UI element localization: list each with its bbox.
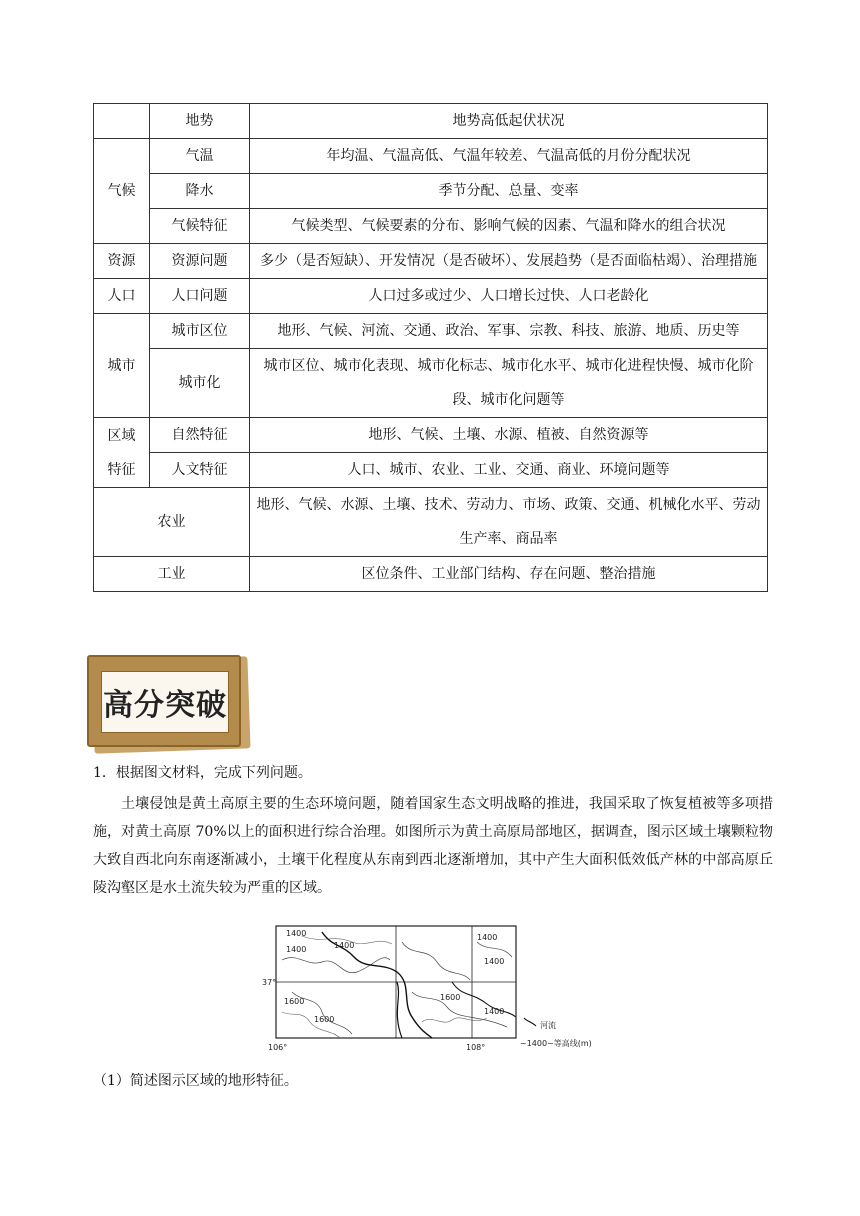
latitude-label: 37° [262, 978, 277, 987]
river-legend-icon [524, 1018, 536, 1026]
table-cell: 地形、气候、水源、土壤、技术、劳动力、市场、政策、交通、机械化水平、劳动生产率、商品率 [250, 488, 768, 557]
table-row [94, 104, 768, 139]
table-cell: 人文特征 [150, 453, 250, 488]
legend-contour: ~1400~等高线(m) [520, 1039, 592, 1048]
contour-label: 1400 [484, 957, 505, 966]
contour-label: 1600 [284, 997, 305, 1006]
table-row [94, 139, 768, 174]
longitude-label: 106° [268, 1043, 288, 1052]
table-cell: 人口过多或过少、人口增长过快、人口老龄化 [250, 279, 768, 314]
section-title: 高分突破 [103, 688, 227, 723]
table-cell: 气候特征 [150, 209, 250, 244]
group-label-line: 特征 [107, 461, 136, 478]
contour-label: 1400 [286, 945, 307, 954]
table-cell: 人口、城市、农业、工业、交通、商业、环境问题等 [250, 453, 768, 488]
question-number: 1．根据图文材料，完成下列问题。 [93, 765, 312, 781]
contour-label: 1400 [477, 933, 498, 942]
table-cell: 城市区位、城市化表现、城市化标志、城市化水平、城市化进程快慢、城市化阶段、城市化问题等 [250, 349, 768, 418]
table-row [94, 279, 768, 314]
contour-label: 1400 [286, 929, 307, 938]
table-cell: 工业 [94, 557, 250, 592]
table-cell: 降水 [150, 174, 250, 209]
group-label-line: 区域 [107, 427, 136, 444]
table-row [94, 488, 768, 557]
table-cell: 地形、气候、河流、交通、政治、军事、宗教、科技、旅游、地质、历史等 [250, 314, 768, 349]
legend-river: 河流 [540, 1021, 556, 1030]
table-row [94, 209, 768, 244]
table-row [94, 349, 768, 418]
table-cell: 自然特征 [150, 418, 250, 453]
contour-label: 1400 [484, 1007, 505, 1016]
table-row [94, 418, 768, 453]
question-paragraph: 土壤侵蚀是黄土高原主要的生态环境问题，随着国家生态文明战略的推进，我国采取了恢复植被等多项措施，对黄土高原 70%以上的面积进行综合治理。如图所示为黄土高原局部地区，据调查，图示区域土壤颗粒物大致自西北向东南逐渐减小，土壤干化程度从东南到西北逐渐增加，其中产生大面积低效低产林的中部高原丘陵沟壑区是水土流失较为严重的区域。 [93, 796, 773, 896]
knowledge-table [93, 103, 768, 592]
table-cell: 地形、气候、土壤、水源、植被、自然资源等 [250, 418, 768, 453]
table-cell: 季节分配、总量、变率 [250, 174, 768, 209]
table-cell: 农业 [94, 488, 250, 557]
table-row [94, 557, 768, 592]
table-cell: 区位条件、工业部门结构、存在问题、整治措施 [250, 557, 768, 592]
table-cell: 地势高低起伏状况 [250, 104, 768, 139]
table-cell: 气温 [150, 139, 250, 174]
section-banner [87, 655, 247, 753]
table-cell: 多少（是否短缺）、开发情况（是否破坏）、发展趋势（是否面临枯竭）、治理措施 [250, 244, 768, 279]
loess-plateau-map [262, 922, 602, 1060]
longitude-label: 108° [466, 1043, 486, 1052]
contour-label: 1600 [314, 1015, 335, 1024]
table-cell: 地势 [150, 104, 250, 139]
table-cell: 资源问题 [150, 244, 250, 279]
table-cell: 城市化 [150, 349, 250, 418]
contour-label: 1600 [440, 993, 461, 1002]
table-row [94, 314, 768, 349]
contour-label: 1400 [334, 941, 355, 950]
table-cell [94, 418, 150, 488]
table-cell: 气候 [94, 139, 150, 244]
sub-question-1: （1）简述图示区域的地形特征。 [93, 1073, 298, 1089]
table-cell: 年均温、气温高低、气温年较差、气温高低的月份分配状况 [250, 139, 768, 174]
table-cell: 人口问题 [150, 279, 250, 314]
table-cell: 资源 [94, 244, 150, 279]
table-row [94, 174, 768, 209]
table-cell: 气候类型、气候要素的分布、影响气候的因素、气温和降水的组合状况 [250, 209, 768, 244]
table-row [94, 453, 768, 488]
table-cell: 城市 [94, 314, 150, 418]
table-row [94, 244, 768, 279]
table-cell: 城市区位 [150, 314, 250, 349]
table-cell: 人口 [94, 279, 150, 314]
table-cell [94, 104, 150, 139]
